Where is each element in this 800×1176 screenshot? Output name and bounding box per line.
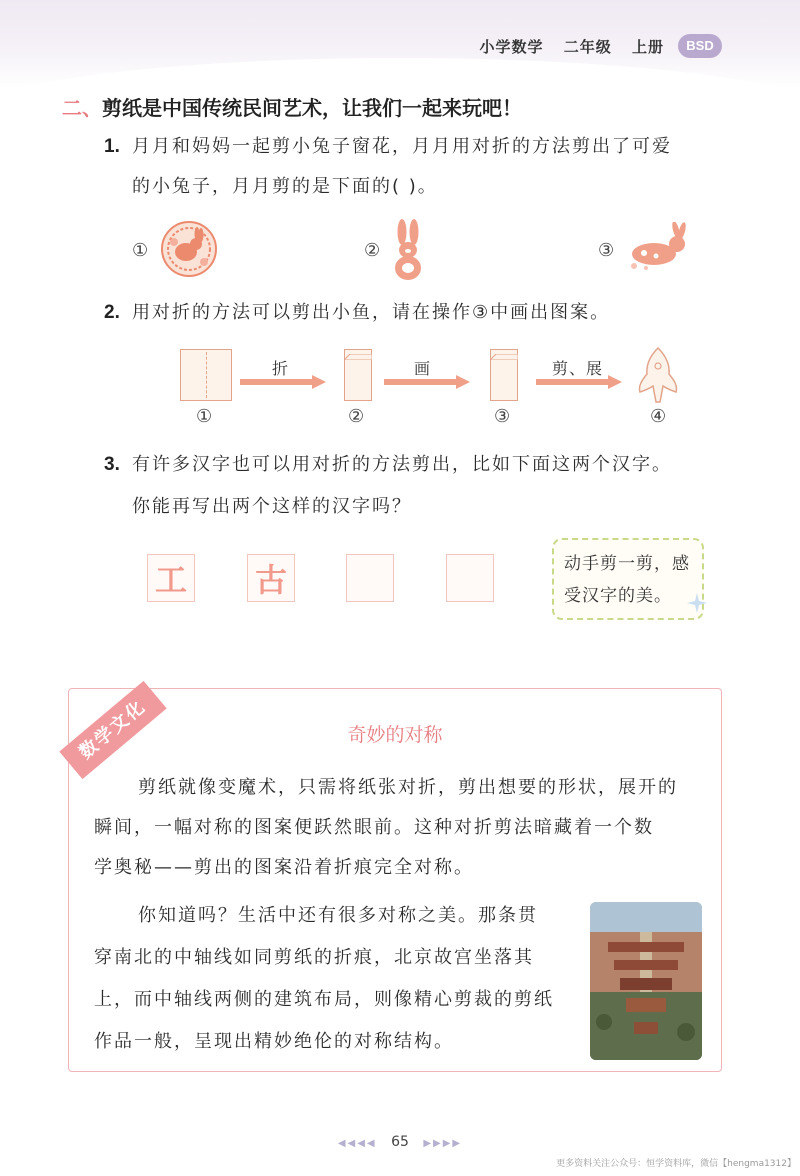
- fold-edge-icon: [490, 345, 518, 351]
- culture-p2-line3: 上，而中轴线两侧的建筑布局，则像精心剪裁的剪纸: [94, 989, 554, 1010]
- tip-box: [552, 538, 704, 620]
- paper-square: [180, 349, 232, 401]
- tip-line-2: 受汉字的美。: [564, 586, 672, 606]
- q1-line1: 月月和妈妈一起剪小兔子窗花，月月用对折的方法剪出了可爱: [132, 136, 672, 157]
- step-label-1: ①: [196, 406, 213, 427]
- q1-line2: 的小兔子，月月剪的是下面的( )。: [132, 176, 438, 197]
- math-culture-ribbon: 数学文化: [59, 681, 166, 779]
- q1-option-2-label: ②: [364, 240, 381, 261]
- arrow-label-draw: 画: [414, 359, 432, 378]
- rabbit-papercut-round-image: [160, 220, 218, 278]
- arrow-right-icon: [384, 374, 470, 388]
- page-next-arrows-icon: ▶▶▶▶: [423, 1138, 463, 1149]
- rabbit-papercut-symmetric-image: [390, 218, 426, 282]
- q3-line1: 有许多汉字也可以用对折的方法剪出，比如下面这两个汉字。: [132, 454, 672, 475]
- arrow-right-icon: [240, 374, 326, 388]
- page-prev-arrows-icon: ◀◀◀◀: [337, 1138, 377, 1149]
- tip-line-1: 动手剪一剪，感: [564, 554, 690, 574]
- fold-edge-icon: [344, 345, 372, 351]
- q2-number: 2.: [104, 302, 120, 323]
- arrow-right-icon: [536, 374, 622, 388]
- q3-line2: 你能再写出两个这样的汉字吗？: [132, 496, 412, 517]
- q1-option-3-label: ③: [598, 240, 615, 261]
- header-subject: 小学数学: [479, 38, 544, 56]
- q1-option-1-label: ①: [132, 240, 149, 261]
- header-grade: 二年级: [563, 38, 612, 56]
- header-text: [465, 36, 664, 57]
- char-box-gu: 古: [247, 554, 295, 602]
- step-label-3: ③: [494, 406, 511, 427]
- watermark-text: 更多资料关注公众号：恒学资料库，微信【hengma1312】: [556, 1159, 796, 1169]
- culture-p2-line2: 穿南北的中轴线如同剪纸的折痕，北京故宫坐落其: [94, 947, 534, 968]
- header-volume: 上册: [631, 38, 664, 56]
- char-box-gong: 工: [147, 554, 195, 602]
- culture-p1-line2: 瞬间，一幅对称的图案便跃然眼前。这种对折剪法暗藏着一个数: [94, 817, 654, 838]
- step-label-2: ②: [348, 406, 365, 427]
- section-number: 二、: [62, 96, 102, 120]
- step-label-4: ④: [650, 406, 667, 427]
- sparkle-icon: [686, 592, 708, 614]
- header-badge: BSD: [678, 34, 722, 58]
- culture-p2-line1: 你知道吗？生活中还有很多对称之美。那条贯: [138, 905, 538, 926]
- culture-p1-line1: 剪纸就像变魔术，只需将纸张对折，剪出想要的形状，展开的: [138, 777, 678, 798]
- char-answer-box-1[interactable]: [346, 554, 394, 602]
- q1-number: 1.: [104, 136, 120, 157]
- culture-title: 奇妙的对称: [347, 724, 443, 746]
- page-number-value: 65: [391, 1134, 409, 1150]
- fish-papercut-icon: [636, 346, 680, 404]
- culture-p2-line4: 作品一般，呈现出精妙绝伦的对称结构。: [94, 1031, 454, 1052]
- q3-number: 3.: [104, 454, 120, 475]
- q2-text: 用对折的方法可以剪出小鱼，请在操作③中画出图案。: [132, 302, 611, 323]
- forbidden-city-aerial-photo: [590, 902, 702, 1060]
- section-heading: [62, 92, 522, 121]
- arrow-label-cut-unfold: 剪、展: [552, 359, 604, 378]
- rabbit-papercut-side-image: [624, 222, 694, 272]
- arrow-label-fold: 折: [272, 359, 290, 378]
- char-answer-box-2[interactable]: [446, 554, 494, 602]
- section-title: 剪纸是中国传统民间艺术，让我们一起来玩吧！: [102, 96, 522, 120]
- page-number: [0, 1134, 800, 1150]
- culture-p1-line3: 学奥秘——剪出的图案沿着折痕完全对称。: [94, 857, 474, 878]
